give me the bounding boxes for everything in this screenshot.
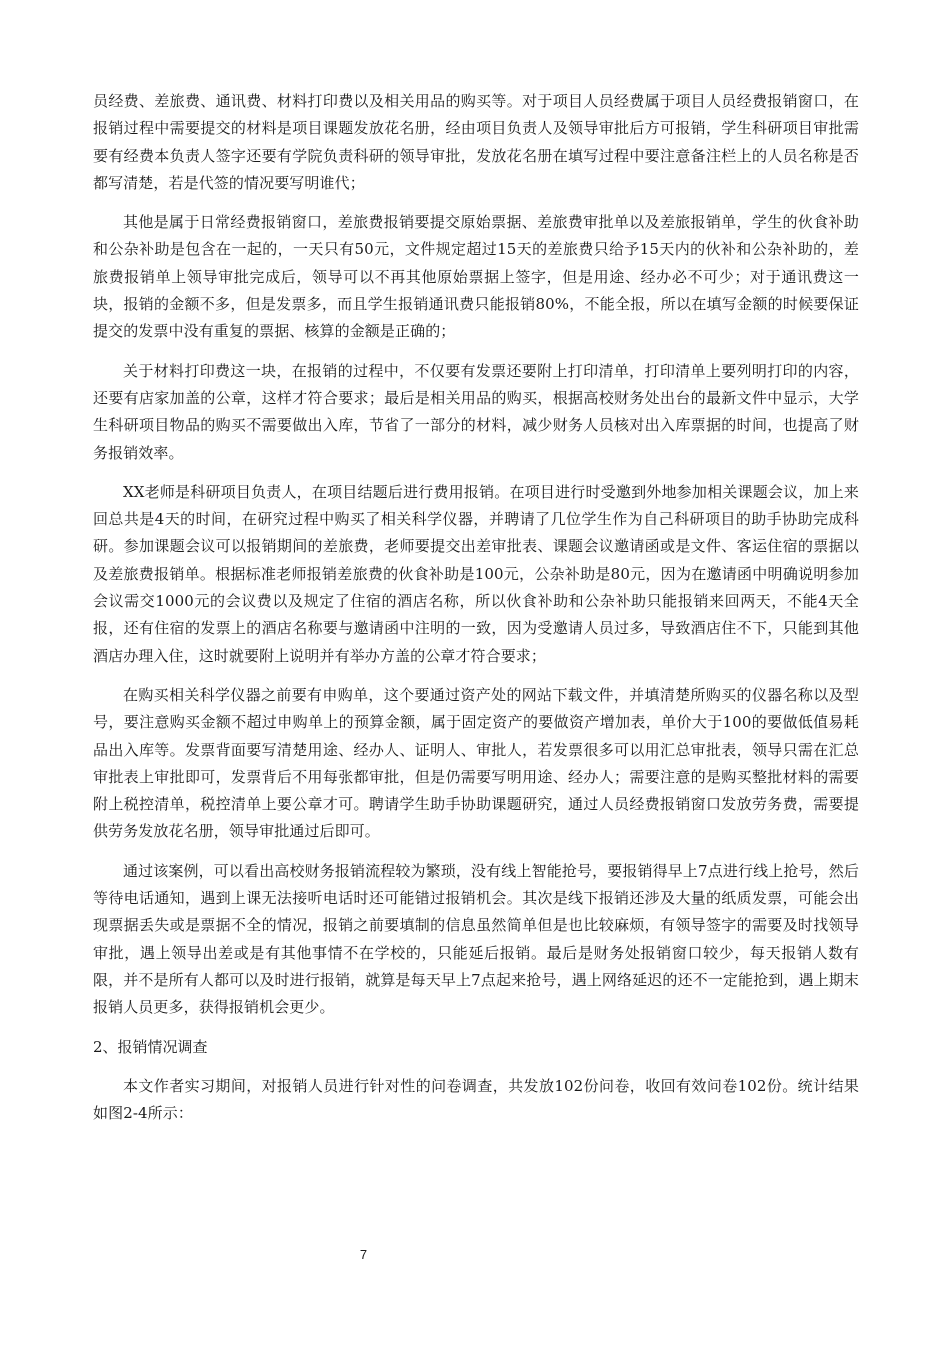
- paragraph-2: 其他是属于日常经费报销窗口，差旅费报销要提交原始票据、差旅费审批单以及差旅报销单，学生的伙食补助和公杂补助是包含在一起的，一天只有50元，文件规定超过15天的差旅费只给予15天内的伙补和公杂补助的，差旅费报销单上领导审批完成后，领导可以不再其他原始票据上签字，但是用途、经办必不可少；对于通讯费这一块，报销的金额不多，但是发票多，而且学生报销通讯费只能报销80%，不能全报，所以在填写金额的时候要保证提交的发票中没有重复的票据、核算的金额是正确的；: [93, 213, 859, 341]
- paragraph-3: 关于材料打印费这一块，在报销的过程中，不仅要有发票还要附上打印清单，打印清单上要列明打印的内容，还要有店家加盖的公章，这样才符合要求；最后是相关用品的购买，根据高校财务处出台的最新文件中显示，大学生科研项目物品的购买不需要做出入库，节省了一部分的材料，减少财务人员核对出入库票据的时间，也提高了财务报销效率。: [93, 361, 859, 462]
- paragraph-6: 通过该案例，可以看出高校财务报销流程较为繁琐，没有线上智能抢号，要报销得早上7点进行线上抢号，然后等待电话通知，遇到上课无法接听电话时还可能错过报销机会。其次是线下报销还涉及大量的纸质发票，可能会出现票据丢失或是票据不全的情况，报销之前要填制的信息虽然简单但是也比较麻烦，有领导签字的需要及时找领导审批，遇上领导出差或是有其他事情不在学校的，只能延后报销。最后是财务处报销窗口较少，每天报销人数有限，并不是所有人都可以及时进行报销，就算是每天早上7点起来抢号，遇上网络延迟的还不一定能抢到，遇上期末报销人员更多，获得报销机会更少。: [93, 861, 859, 1017]
- paragraph-4: XX老师是科研项目负责人，在项目结题后进行费用报销。在项目进行时受邀到外地参加相关课题会议，加上来回总共是4天的时间，在研究过程中购买了相关科学仪器，并聘请了几位学生作为自己科研项目的助手协助完成科研。参加课题会议可以报销期间的差旅费，老师要提交出差审批表、课题会议邀请函或是文件、客运住宿的票据以及差旅费报销单。根据标准老师报销差旅费的伙食补助是100元，公杂补助是80元，因为在邀请函中明确说明参加会议需交1000元的会议费以及规定了住宿的酒店名称，所以伙食补助和公杂补助只能报销来回两天，不能4天全报，还有住宿的发票上的酒店名称要与邀请函中注明的一致，因为受邀请人员过多，导致酒店住不下，只能到其他酒店办理入住，这时就要附上说明并有举办方盖的公章才符合要求；: [93, 482, 859, 665]
- paragraph-5: 在购买相关科学仪器之前要有申购单，这个要通过资产处的网站下载文件，并填清楚所购买的仪器名称以及型号，要注意购买金额不超过申购单上的预算金额，属于固定资产的要做资产增加表，单价大于100的要做低值易耗品出入库等。发票背面要写清楚用途、经办人、证明人、审批人，若发票很多可以用汇总审批表，领导只需在汇总审批表上审批即可，发票背后不用每张都审批，但是仍需要写明用途、经办人；需要注意的是购买整批材料的需要附上税控清单，税控清单上要公章才可。聘请学生助手协助课题研究，通过人员经费报销窗口发放劳务费，需要提供劳务发放花名册，领导审批通过后即可。: [93, 685, 859, 841]
- document-body: [93, 88, 859, 1139]
- paragraph-1: 员经费、差旅费、通讯费、材料打印费以及相关用品的购买等。对于项目人员经费属于项目人员经费报销窗口，在报销过程中需要提交的材料是项目课题发放花名册，经由项目负责人及领导审批后方可报销，学生科研项目审批需要有经费本负责人签字还要有学院负责科研的领导审批，发放花名册在填写过程中要注意备注栏上的人员名称是否都写清楚，若是代签的情况要写明谁代；: [93, 92, 859, 192]
- closing-paragraph: 本文作者实习期间，对报销人员进行针对性的问卷调查，共发放102份问卷，收回有效问卷102份。统计结果如图2-4所示：: [93, 1076, 859, 1123]
- page-number: 7: [359, 1247, 368, 1262]
- section-heading: 2、报销情况调查: [93, 1037, 208, 1056]
